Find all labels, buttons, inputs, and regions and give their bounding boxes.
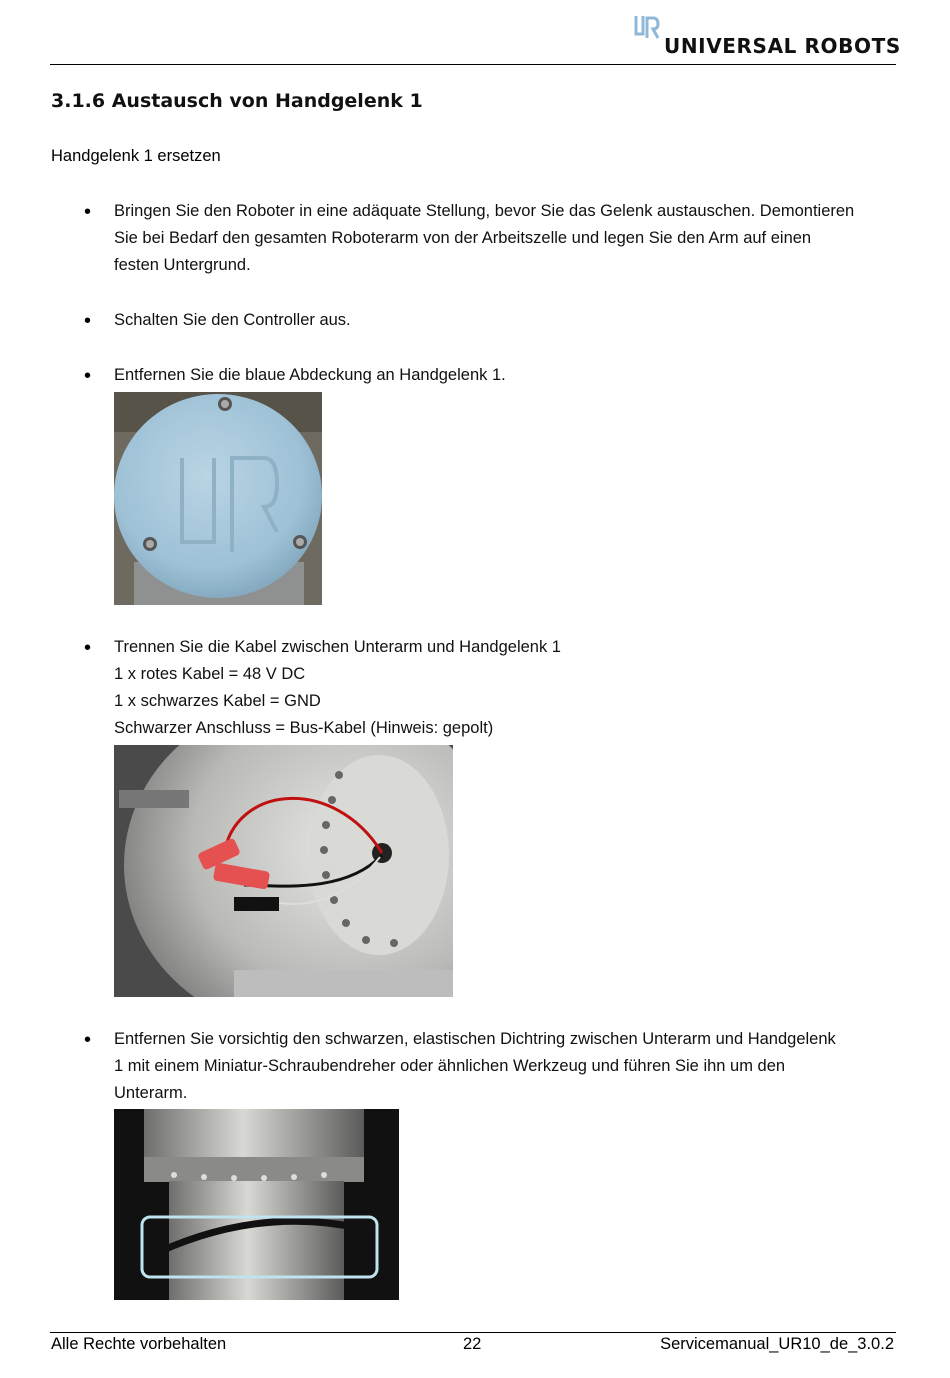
step-line: Trennen Sie die Kabel zwischen Unterarm und Handgelenk 1: [114, 638, 561, 656]
step-line: festen Untergrund.: [114, 256, 251, 274]
document-id: Servicemanual_UR10_de_3.0.2: [660, 1335, 894, 1353]
footer-divider: [50, 1332, 896, 1333]
brand-wordmark: UNIVERSAL ROBOTS: [664, 34, 901, 58]
bullet-marker: •: [84, 365, 92, 387]
step-line: Entfernen Sie die blaue Abdeckung an Handgelenk 1.: [114, 366, 506, 384]
bullet-marker: •: [84, 637, 92, 659]
step-text: [114, 1026, 904, 1107]
step-text: [114, 362, 904, 389]
step-line: Schwarzer Anschluss = Bus-Kabel (Hinweis: gepolt): [114, 719, 494, 737]
step-text: [114, 307, 904, 334]
step-line: Bringen Sie den Roboter in eine adäquate Stellung, bevor Sie das Gelenk austauschen. Demontieren: [114, 202, 855, 220]
step-line: 1 mit einem Miniatur-Schraubendreher oder ähnlichen Werkzeug und führen Sie ihn um den: [114, 1057, 786, 1075]
ur-logo-icon: [634, 14, 660, 40]
step-text: [114, 634, 904, 742]
section-heading: 3.1.6 Austausch von Handgelenk 1: [51, 90, 423, 112]
bullet-marker: •: [84, 1029, 92, 1051]
step-text: [114, 198, 904, 279]
bullet-marker: •: [84, 310, 92, 332]
step-line: Unterarm.: [114, 1084, 188, 1102]
bullet-marker: •: [84, 201, 92, 223]
blue-cover-photo: [114, 392, 322, 605]
page-number: 22: [463, 1335, 482, 1353]
step-line: Sie bei Bedarf den gesamten Roboterarm von der Arbeitszelle und legen Sie den Arm auf einen: [114, 229, 812, 247]
sealing-ring-photo: [114, 1109, 399, 1300]
step-line: Entfernen Sie vorsichtig den schwarzen, elastischen Dichtring zwischen Unterarm und Handgelenk: [114, 1030, 836, 1048]
footer-rights: Alle Rechte vorbehalten: [51, 1335, 227, 1353]
header-divider: [50, 64, 896, 65]
step-line: 1 x schwarzes Kabel = GND: [114, 692, 321, 710]
cable-connection-photo: [114, 745, 453, 997]
step-line: 1 x rotes Kabel = 48 V DC: [114, 665, 306, 683]
section-subtitle: Handgelenk 1 ersetzen: [51, 147, 221, 165]
step-line: Schalten Sie den Controller aus.: [114, 311, 351, 329]
